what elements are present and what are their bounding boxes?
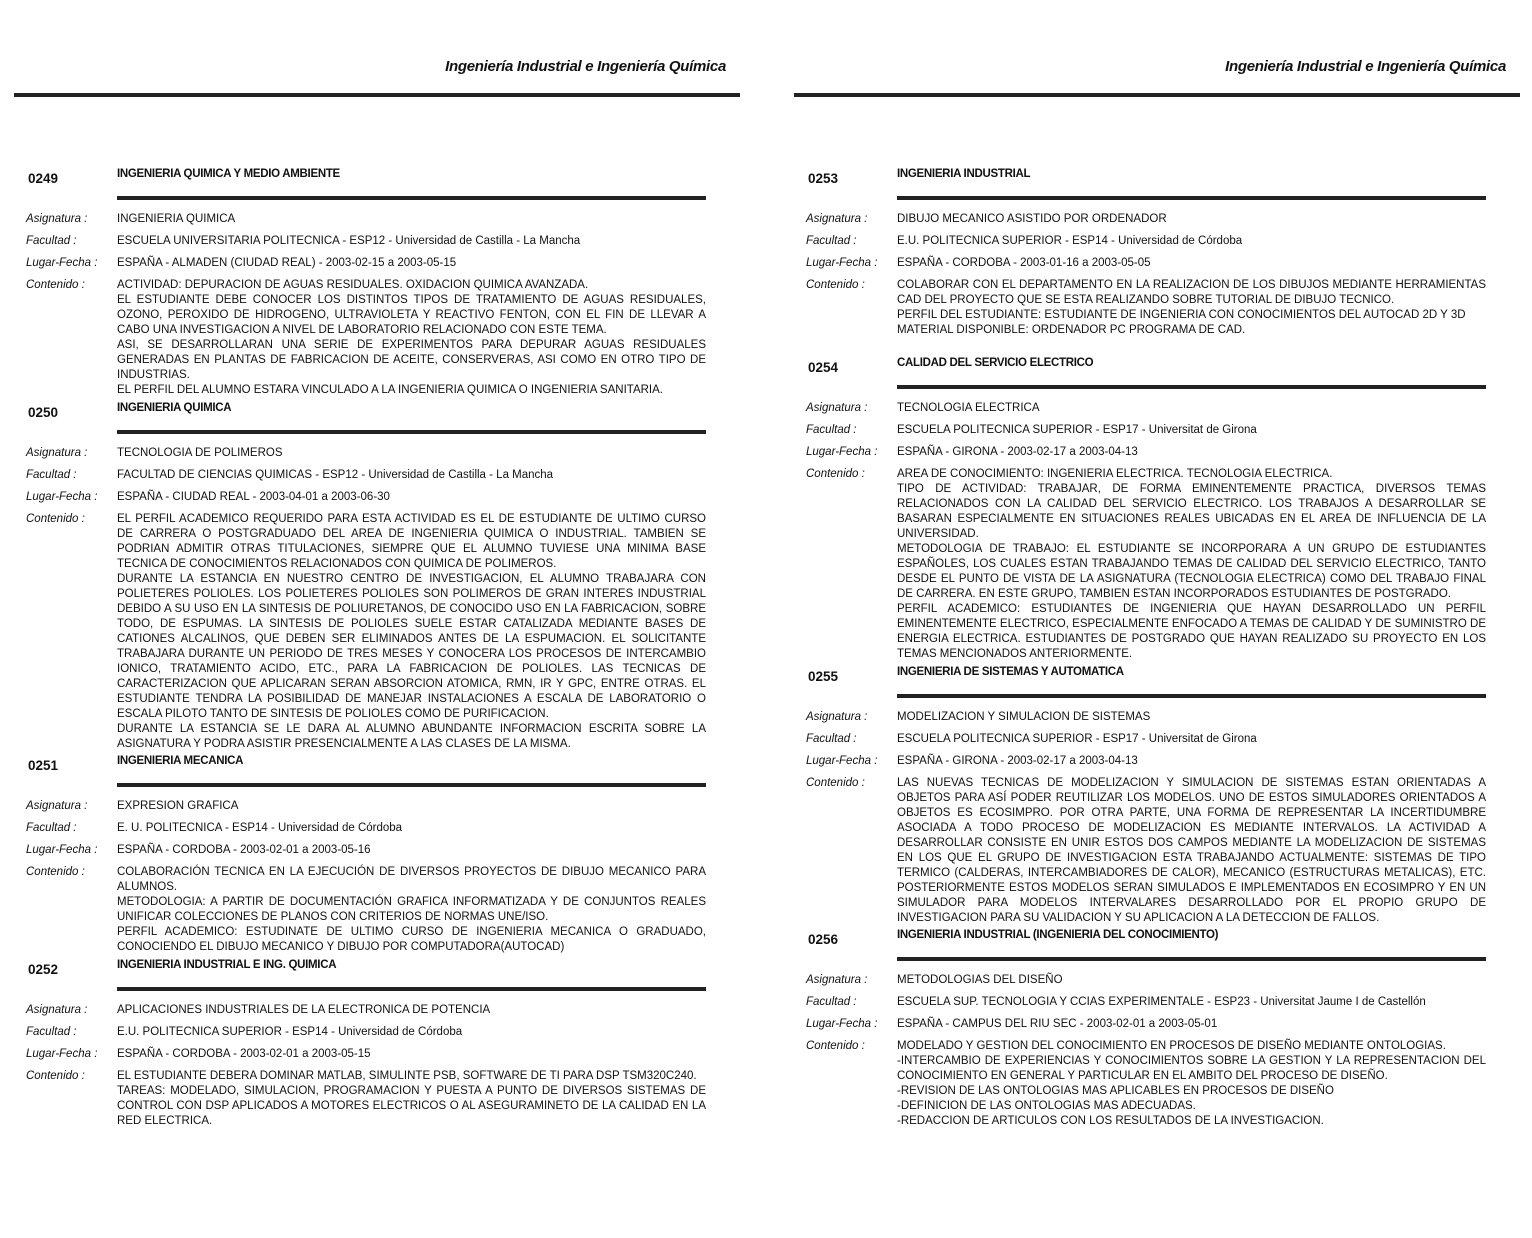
entry-title: INGENIERIA INDUSTRIAL [897,168,1031,180]
label-facultad: Facultad : [806,424,857,436]
value-contenido [117,1069,706,1129]
label-lugar-fecha: Lugar-Fecha : [26,1048,98,1060]
entry-rule [117,196,706,200]
contenido-paragraph: TAREAS: MODELADO, SIMULACION, PROGRAMACION Y PUESTA A PUNTO DE DIVERSOS SISTEMAS DE CONTROL CON DSP APLICADOS A MOTORES ELECTRICOS O AL ASEGURAMINETO DE LA CALIDAD EN LA RED ELECTRICA. [117,1085,706,1127]
label-lugar-fecha: Lugar-Fecha : [26,257,98,269]
value-facultad: ESCUELA SUP. TECNOLOGIA Y CCIAS EXPERIMENTALE - ESP23 - Universitat Jaume I de Castellón [897,996,1426,1008]
label-facultad: Facultad : [26,469,77,481]
entry-0251 [14,755,706,962]
contenido-paragraph: METODOLOGIA DE TRABAJO: EL ESTUDIANTE SE INCORPORARA A UN GRUPO DE ESTUDIANTES ESPAÑOLES, LOS CUALES ESTAN TRABAJANDO TEMAS DE CALIDAD DEL SERVICIO ELECTRICO, TANTO DESDE EL PUNTO DE VISTA DE LA ASIGNATURA (TECNOLOGIA ELECTRICA) COMO DEL TRABAJO FINAL DE CARRERA. EN ESTE GRUPO, TAMBIEN ESTAN INCORPORADOS ESTUDIANTES DE POSTGRADO. [897,543,1486,600]
label-lugar-fecha: Lugar-Fecha : [806,257,878,269]
contenido-paragraph: LAS NUEVAS TECNICAS DE MODELIZACION Y SIMULACION DE SISTEMAS ESTAN ORIENTADAS A OBJETOS PARA ASÍ PODER REUTILIZAR LOS MODELOS. UNO DE ESTOS SIMULADORES ORIENTADOS A OBJETOS ES ECOSIMPRO. POR OTRA PARTE, UNA FORMA DE REPRESENTAR LA INCERTIDUMBRE ASOCIADA A TODO PROCESO DE MODELIZACION ES MEDIANTE INTERVALOS. LA ACTIVIDAD A DESARROLLAR CONSISTE EN UNIR ESTOS DOS CAMPOS MEDIANTE LA MODELIZACION DE SISTEMAS EN LOS QUE EL GRUPO DE INVESTIGACION ESTA TRABAJANDO ACTUALMENTE: SISTEMAS DE TIPO TERMICO (CALDERAS, INTERCAMBIADORES DE CALOR), MECANICO (ESTRUCTURAS METALICAS), ETC. POSTERIORMENTE ESTOS MODELOS SERAN SIMULADOS E IMPLEMENTADOS EN ECOSIMPRO Y EN UN SIMULADOR PARA MODELOS INTERVALARES DESARROLLADO POR EL PROPIO GRUPO DE INVESTIGACION PARA SU VALIDACION Y SU APLICACION A LA DETECCION DE FALLOS. [897,777,1486,924]
value-lugar-fecha: ESPAÑA - CORDOBA - 2003-01-16 a 2003-05-05 [897,257,1151,269]
label-contenido: Contenido : [806,1040,865,1052]
value-asignatura: TECNOLOGIA DE POLIMEROS [117,447,283,459]
value-facultad: FACULTAD DE CIENCIAS QUIMICAS - ESP12 - Universidad de Castilla - La Mancha [117,469,554,481]
value-lugar-fecha: ESPAÑA - CIUDAD REAL - 2003-04-01 a 2003-06-30 [117,491,390,503]
label-lugar-fecha: Lugar-Fecha : [26,844,98,856]
entry-0254 [794,357,1486,669]
label-contenido: Contenido : [26,513,85,525]
entry-number: 0251 [28,758,59,773]
value-contenido [117,865,706,955]
contenido-paragraph: ACTIVIDAD: DEPURACION DE AGUAS RESIDUALES. OXIDACION QUIMICA AVANZADA. [117,279,589,291]
value-asignatura: APLICACIONES INDUSTRIALES DE LA ELECTRONICA DE POTENCIA [117,1004,491,1016]
value-contenido [897,467,1486,662]
value-facultad: ESCUELA POLITECNICA SUPERIOR - ESP17 - Universitat de Girona [897,733,1257,745]
entry-number: 0249 [28,171,59,186]
value-asignatura: METODOLOGIAS DEL DISEÑO [897,974,1063,986]
contenido-paragraph: ASI, SE DESARROLLARAN UNA SERIE DE EXPERIMENTOS PARA DEPURAR AGUAS RESIDUALES GENERADAS EN PLANTAS DE FABRICACION DE ACEITE, CONSERVERAS, ASI COMO EN OTRO TIPO DE INDUSTRIAS. [117,339,706,381]
entry-number: 0252 [28,962,59,977]
entry-title: INGENIERIA DE SISTEMAS Y AUTOMATICA [897,666,1124,678]
contenido-paragraph: -DEFINICION DE LAS ONTOLOGIAS MAS ADECUADAS. [897,1100,1196,1112]
contenido-paragraph: EL ESTUDIANTE DEBE CONOCER LOS DISTINTOS TIPOS DE TRATAMIENTO DE AGUAS RESIDUALES, OZONO, PEROXIDO DE HIDROGENO, ULTRAVIOLETA Y REACTIVO FENTON, CON EL FIN DE LLEVAR A CABO UNA INVESTIGACION A NIVEL DE LABORATORIO RELACIONADO CON ESTE TEMA. [117,294,706,336]
contenido-paragraph: MODELADO Y GESTION DEL CONOCIMIENTO EN PROCESOS DE DISEÑO MEDIANTE ONTOLOGIAS. [897,1040,1446,1052]
value-contenido [117,278,706,398]
contenido-paragraph: -INTERCAMBIO DE EXPERIENCIAS Y CONOCIMIENTOS SOBRE LA GESTION Y LA REPRESENTACION DEL CONOCIMIENTO EN GENERAL Y PARTICULAR EN EL AMBITO DEL PROCESO DE DISEÑO. [897,1055,1486,1082]
label-contenido: Contenido : [806,279,865,291]
entry-number: 0256 [808,932,839,947]
entry-title: INGENIERIA INDUSTRIAL (INGENIERIA DEL CONOCIMIENTO) [897,929,1219,941]
label-lugar-fecha: Lugar-Fecha : [806,1018,878,1030]
value-asignatura: TECNOLOGIA ELECTRICA [897,402,1040,414]
label-facultad: Facultad : [806,996,857,1008]
entry-title: INGENIERIA QUIMICA [117,402,232,414]
value-contenido [897,278,1486,338]
value-lugar-fecha: ESPAÑA - CAMPUS DEL RIU SEC - 2003-02-01 a 2003-05-01 [897,1018,1218,1030]
running-header: Ingeniería Industrial e Ingeniería Química [445,58,726,75]
header-rule [14,93,740,97]
entry-title: INGENIERIA QUIMICA Y MEDIO AMBIENTE [117,168,340,180]
label-lugar-fecha: Lugar-Fecha : [26,491,98,503]
label-asignatura: Asignatura : [26,213,88,225]
label-facultad: Facultad : [806,733,857,745]
contenido-paragraph: COLABORAR CON EL DEPARTAMENTO EN LA REALIZACION DE LOS DIBUJOS MEDIANTE HERRAMIENTAS CAD DEL PROYECTO QUE SE ESTA REALIZANDO SOBRE TUTORIAL DE DIBUJO TECNICO. [897,279,1486,306]
value-asignatura: INGENIERIA QUIMICA [117,213,236,225]
label-facultad: Facultad : [26,822,77,834]
right-page [794,0,1532,1238]
entry-title: INGENIERIA INDUSTRIAL E ING. QUIMICA [117,959,337,971]
contenido-paragraph: DURANTE LA ESTANCIA SE LE DARA AL ALUMNO ABUNDANTE INFORMACION ESCRITA SOBRE LA ASIGNATURA Y PODRA ASISTIR PRESENCIALMENTE A LAS CLASES DE LA MISMA. [117,723,706,750]
label-asignatura: Asignatura : [806,213,868,225]
label-lugar-fecha: Lugar-Fecha : [806,446,878,458]
contenido-paragraph: DURANTE LA ESTANCIA EN NUESTRO CENTRO DE INVESTIGACION, EL ALUMNO TRABAJARA CON POLIETERES POLIOLES. LOS POLIETERES POLIOLES SON POLIMEROS DE GRAN INTERES INDUSTRIAL DEBIDO A SU USO EN LA SINTESIS DE POLIURETANOS, DE CONOCIDO USO EN LA FABRICACION, SOBRE TODO, DE ESPUMAS. LA SINTESIS DE POLIOLES SUELE ESTAR CATALIZADA MEDIANTE BASES DE CATIONES ALCALINOS, QUE DEBEN SER ELIMINADOS ANTES DE LA ESPUMACION. EL SOLICITANTE TRABAJARA DURANTE UN PERIODO DE TRES MESES Y CONOCERA LOS PROCESOS DE INTERCAMBIO IONICO, TRATAMIENTO ACIDO, ETC., PARA LA FABRICACION DE POLIOLES. LAS TECNICAS DE CARACTERIZACION QUE APLICARAN SERAN ABSORCION ATOMICA, RMN, IR Y GPC, ENTRE OTRAS. EL ESTUDIANTE TENDRA LA POSIBILIDAD DE MANEJAR INSTALACIONES A ESCALA DE LABORATORIO O ESCALA PILOTO TANTO DE SINTESIS DE POLIOLES COMO DE PURIFICACION. [117,573,706,720]
label-contenido: Contenido : [806,468,865,480]
entry-number: 0250 [28,405,59,420]
entry-number: 0253 [808,171,839,186]
value-facultad: E.U. POLITECNICA SUPERIOR - ESP14 - Universidad de Córdoba [117,1026,463,1038]
label-asignatura: Asignatura : [26,800,88,812]
entry-rule [117,783,706,787]
value-lugar-fecha: ESPAÑA - ALMADEN (CIUDAD REAL) - 2003-02-15 a 2003-05-15 [117,257,457,269]
value-contenido [897,776,1486,926]
entry-0255 [794,666,1486,933]
label-facultad: Facultad : [26,1026,77,1038]
value-facultad: E.U. POLITECNICA SUPERIOR - ESP14 - Universidad de Córdoba [897,235,1243,247]
value-lugar-fecha: ESPAÑA - GIRONA - 2003-02-17 a 2003-04-13 [897,446,1138,458]
value-facultad: ESCUELA UNIVERSITARIA POLITECNICA - ESP12 - Universidad de Castilla - La Mancha [117,235,581,247]
left-page [14,0,754,1238]
label-asignatura: Asignatura : [26,1004,88,1016]
entry-rule [897,385,1486,389]
entry-number: 0255 [808,669,839,684]
value-asignatura: DIBUJO MECANICO ASISTIDO POR ORDENADOR [897,213,1167,225]
contenido-paragraph: TIPO DE ACTIVIDAD: TRABAJAR, DE FORMA EMINENTEMENTE PRACTICA, DIVERSOS TEMAS RELACIONADOS CON LA CALIDAD DEL SERVICIO ELECTRICO. LOS TRABAJOS A DESARROLLAR SE BASARAN ESPECIALMENTE EN SITUACIONES REALES UBICADAS EN EL AREA DE INFLUENCIA DE LA UNIVERSIDAD. [897,483,1486,540]
contenido-paragraph: EL ESTUDIANTE DEBERA DOMINAR MATLAB, SIMULINTE PSB, SOFTWARE DE TI PARA DSP TSM320C240. [117,1070,697,1082]
entry-rule [897,957,1486,961]
entry-title: CALIDAD DEL SERVICIO ELECTRICO [897,357,1094,369]
label-asignatura: Asignatura : [806,974,868,986]
entry-rule [897,196,1486,200]
label-contenido: Contenido : [26,279,85,291]
entry-0252 [14,959,706,1136]
contenido-paragraph: EL PERFIL ACADEMICO REQUERIDO PARA ESTA ACTIVIDAD ES EL DE ESTUDIANTE DE ULTIMO CURSO DE CARRERA O POSTGRADUADO DEL AREA DE INGENIERIA QUIMICA O INDUSTRIAL. TAMBIEN SE PODRIAN ADMITIR OTRAS TITULACIONES, SIEMPRE QUE EL ALUMNO TUVIESE UNA MINIMA BASE TECNICA DE CONOCIMIENTOS RELACIONADOS CON QUIMICA DE POLIMEROS. [117,513,706,570]
label-contenido: Contenido : [26,1070,85,1082]
entry-number: 0254 [808,360,839,375]
label-facultad: Facultad : [26,235,77,247]
contenido-paragraph: PERFIL ACADEMICO: ESTUDINATE DE ULTIMO CURSO DE INGENIERIA MECANICA O GRADUADO, CONOCIENDO EL DIBUJO MECANICO Y DIBUJO POR COMPUTADORA(AUTOCAD) [117,926,706,953]
entry-rule [117,987,706,991]
entry-0249 [14,168,706,405]
value-lugar-fecha: ESPAÑA - CORDOBA - 2003-02-01 a 2003-05-16 [117,844,371,856]
contenido-paragraph: MATERIAL DISPONIBLE: ORDENADOR PC PROGRAMA DE CAD. [897,324,1246,336]
contenido-paragraph: METODOLOGIA: A PARTIR DE DOCUMENTACIÓN GRAFICA INFORMATIZADA Y DE CONJUNTOS REALES UNIFICAR COLECCIONES DE PLANOS CON CRITERIOS DE NORMAS UNE/ISO. [117,896,706,923]
label-contenido: Contenido : [806,777,865,789]
contenido-paragraph: EL PERFIL DEL ALUMNO ESTARA VINCULADO A LA INGENIERIA QUIMICA O INGENIERIA SANITARIA. [117,384,663,396]
entry-rule [117,430,706,434]
label-asignatura: Asignatura : [806,402,868,414]
value-asignatura: MODELIZACION Y SIMULACION DE SISTEMAS [897,711,1151,723]
label-asignatura: Asignatura : [806,711,868,723]
label-lugar-fecha: Lugar-Fecha : [806,755,878,767]
running-header: Ingeniería Industrial e Ingeniería Química [1225,58,1506,75]
contenido-paragraph: AREA DE CONOCIMIENTO: INGENIERIA ELECTRICA. TECNOLOGIA ELECTRICA. [897,468,1333,480]
value-lugar-fecha: ESPAÑA - CORDOBA - 2003-02-01 a 2003-05-15 [117,1048,371,1060]
value-lugar-fecha: ESPAÑA - GIRONA - 2003-02-17 a 2003-04-13 [897,755,1138,767]
contenido-paragraph: -REDACCION DE ARTICULOS CON LOS RESULTADOS DE LA INVESTIGACION. [897,1115,1324,1127]
entry-0253 [794,168,1486,345]
value-asignatura: EXPRESION GRAFICA [117,800,239,812]
contenido-paragraph: -REVISION DE LAS ONTOLOGIAS MAS APLICABLES EN PROCESOS DE DISEÑO [897,1085,1334,1097]
value-contenido [897,1039,1486,1129]
value-contenido [117,512,706,752]
entry-rule [897,694,1486,698]
header-rule [794,93,1520,97]
value-facultad: E. U. POLITECNICA - ESP14 - Universidad de Córdoba [117,822,403,834]
value-facultad: ESCUELA POLITECNICA SUPERIOR - ESP17 - Universitat de Girona [897,424,1257,436]
contenido-paragraph: PERFIL DEL ESTUDIANTE: ESTUDIANTE DE INGENIERIA CON CONOCIMIENTOS DEL AUTOCAD 2D Y 3D [897,309,1466,321]
entry-title: INGENIERIA MECANICA [117,755,244,767]
contenido-paragraph: COLABORACIÓN TECNICA EN LA EJECUCIÓN DE DIVERSOS PROYECTOS DE DIBUJO MECANICO PARA ALUMNOS. [117,866,706,893]
entry-0256 [794,929,1486,1136]
label-facultad: Facultad : [806,235,857,247]
entry-0250 [14,402,706,759]
label-contenido: Contenido : [26,866,85,878]
contenido-paragraph: PERFIL ACADEMICO: ESTUDIANTES DE INGENIERIA QUE HAYAN DESARROLLADO UN PERFIL EMINENTEMENTE ELECTRICO, ESPECIALMENTE ENFOCADO A TEMAS DE CALIDAD Y DE SUMINISTRO DE ENERGIA ELECTRICA. ESTUDIANTES DE POSTGRADO QUE HAYAN REALIZADO SU PROYECTO EN LOS TEMAS MENCIONADOS ANTERIORMENTE. [897,603,1486,660]
label-asignatura: Asignatura : [26,447,88,459]
